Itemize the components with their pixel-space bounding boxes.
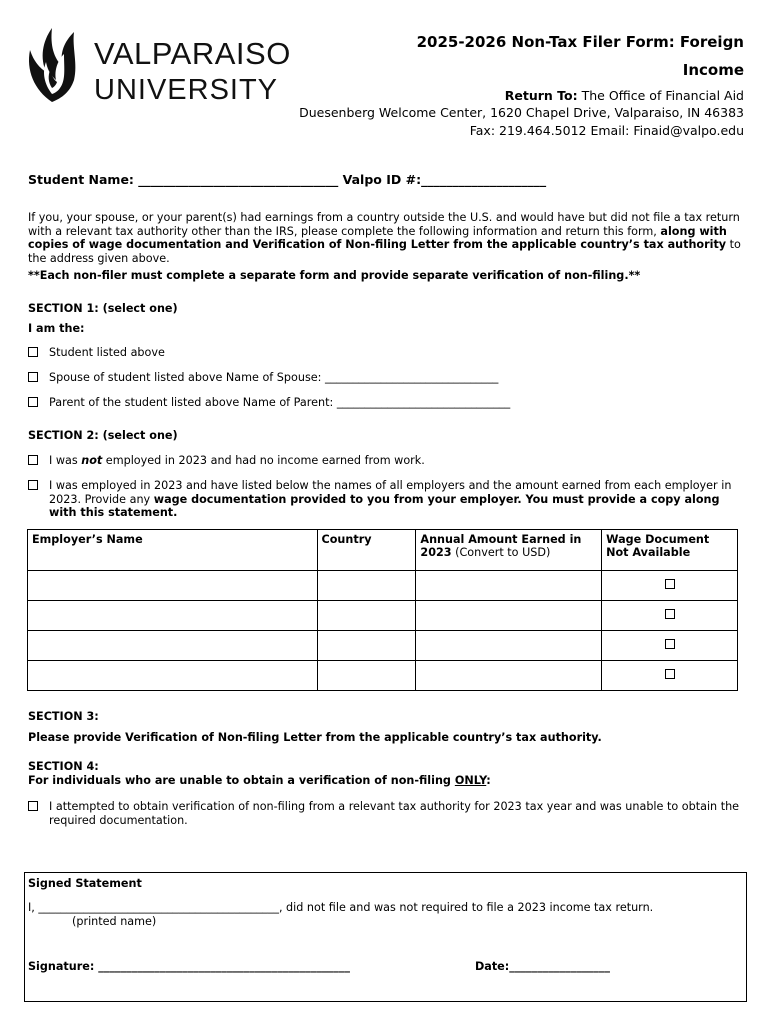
option-not-employed-label — [49, 454, 425, 467]
option-parent-label: Parent of the student listed above Name of Parent: _______________________________ — [49, 396, 511, 409]
attempted-label: I attempted to obtain verification of non-filing from a relevant tax authority for 2023 tax year and was unable to obtain the required documentation. — [49, 800, 740, 827]
section3-text: Please provide Verification of Non-filing Letter from the applicable country’s tax authority. — [28, 731, 602, 744]
header-country: Country — [317, 530, 416, 571]
signed-statement-box — [24, 872, 747, 1002]
wage-doc-checkbox[interactable] — [665, 669, 675, 679]
logo-text-university: UNIVERSITY — [94, 74, 279, 106]
table-row — [28, 661, 738, 691]
form-title: 2025-2026 Non-Tax Filer Form: Foreign — [416, 33, 744, 51]
parent-checkbox[interactable] — [28, 397, 38, 407]
employer-name-cell[interactable] — [28, 631, 318, 661]
country-cell[interactable] — [317, 661, 416, 691]
employer-name-cell[interactable] — [28, 661, 318, 691]
section4-text — [28, 774, 491, 788]
attempted-checkbox[interactable] — [28, 801, 38, 811]
non-filer-note: **Each non-filer must complete a separate form and provide separate verification of non-filing.** — [28, 269, 641, 282]
table-row — [28, 571, 738, 601]
amount-cell[interactable] — [416, 571, 602, 601]
opt2-text-a: I was employed in 2023 and have listed below the names of all employers and the amount earned from each employer in 2023. Provide any — [49, 479, 732, 506]
section4-text-b: : — [486, 774, 491, 787]
option-employed-label — [49, 479, 744, 520]
country-cell[interactable] — [317, 601, 416, 631]
logo-text-valparaiso: VALPARAISO — [94, 36, 291, 71]
wage-doc-cell — [602, 601, 738, 631]
option-employed[interactable] — [28, 479, 744, 521]
student-name-id-line: Student Name: ________________________________ Valpo ID #:____________________ — [28, 172, 547, 187]
header-wage-document: Wage Document Not Available — [602, 530, 738, 571]
university-logo — [24, 24, 304, 104]
header-amount-bold: Annual Amount Earned in 2023 — [420, 533, 582, 559]
wage-doc-checkbox[interactable] — [665, 639, 675, 649]
wage-doc-cell — [602, 571, 738, 601]
section4-heading: SECTION 4: — [28, 760, 99, 773]
section2-heading: SECTION 2: (select one) — [28, 429, 178, 442]
return-label: Return To: — [504, 88, 578, 103]
option-attempted-verification[interactable] — [28, 800, 744, 830]
printed-name-caption: (printed name) — [72, 915, 157, 928]
wage-doc-checkbox[interactable] — [665, 579, 675, 589]
section4-text-a: For individuals who are unable to obtain a verification of non-filing — [28, 774, 455, 787]
intro-text1: If you, your spouse, or your parent(s) had earnings from a country outside the U.S. and would have but did not file a tax return with a relevant tax authority other than the IRS, please complete the following information and return this form, — [28, 211, 740, 238]
student-checkbox[interactable] — [28, 347, 38, 357]
option-student-label: Student listed above — [49, 346, 165, 359]
opt1-text-b: employed in 2023 and had no income earned from work. — [102, 454, 425, 467]
amount-cell[interactable] — [416, 661, 602, 691]
employer-name-cell[interactable] — [28, 601, 318, 631]
office-address: Duesenberg Welcome Center, 1620 Chapel Drive, Valparaiso, IN 46383 — [299, 105, 744, 120]
return-value: The Office of Financial Aid — [577, 88, 744, 103]
header-employer-name: Employer’s Name — [28, 530, 318, 571]
section3-heading: SECTION 3: — [28, 710, 99, 723]
opt1-emphasis: not — [81, 454, 103, 467]
spouse-checkbox[interactable] — [28, 372, 38, 382]
employer-table — [27, 529, 738, 691]
section4-only: ONLY — [454, 774, 487, 787]
flame-logo-icon — [24, 24, 82, 104]
table-row — [28, 601, 738, 631]
section1-subheading: I am the: — [28, 322, 85, 335]
header-annual-amount — [416, 530, 602, 571]
country-cell[interactable] — [317, 571, 416, 601]
wage-doc-checkbox[interactable] — [665, 609, 675, 619]
signature-line[interactable]: Signature: _____________________________________________ — [28, 960, 350, 973]
table-header-row — [28, 530, 738, 571]
date-line[interactable]: Date:__________________ — [475, 960, 610, 973]
country-cell[interactable] — [317, 631, 416, 661]
signed-heading: Signed Statement — [28, 877, 142, 890]
employer-name-cell[interactable] — [28, 571, 318, 601]
intro-paragraph — [28, 211, 744, 265]
intro-text2: to the address given above. — [28, 238, 741, 265]
amount-cell[interactable] — [416, 601, 602, 631]
return-to — [505, 87, 744, 105]
not-employed-checkbox[interactable] — [28, 455, 38, 465]
section1-heading: SECTION 1: (select one) — [28, 302, 178, 315]
option-spouse-label: Spouse of student listed above Name of Spouse: _______________________________ — [49, 371, 499, 384]
opt2-bold: wage documentation provided to you from your employer. You must provide a copy along with this statement. — [49, 492, 720, 519]
employed-checkbox[interactable] — [28, 480, 38, 490]
opt1-text-a: I was — [49, 454, 82, 467]
form-title-line2: Income — [682, 61, 744, 79]
office-contact: Fax: 219.464.5012 Email: Finaid@valpo.edu — [469, 123, 744, 138]
intro-bold: along with copies of wage documentation and Verification of Non-filing Letter from the applicable country’s tax authority — [28, 224, 727, 251]
wage-doc-cell — [602, 661, 738, 691]
table-row — [28, 631, 738, 661]
header-amount-normal: (Convert to USD) — [451, 546, 551, 559]
amount-cell[interactable] — [416, 631, 602, 661]
wage-doc-cell — [602, 631, 738, 661]
signed-statement-text: I, ___________________________________________, did not file and was not required to file a 2023 income tax return. — [28, 901, 654, 914]
